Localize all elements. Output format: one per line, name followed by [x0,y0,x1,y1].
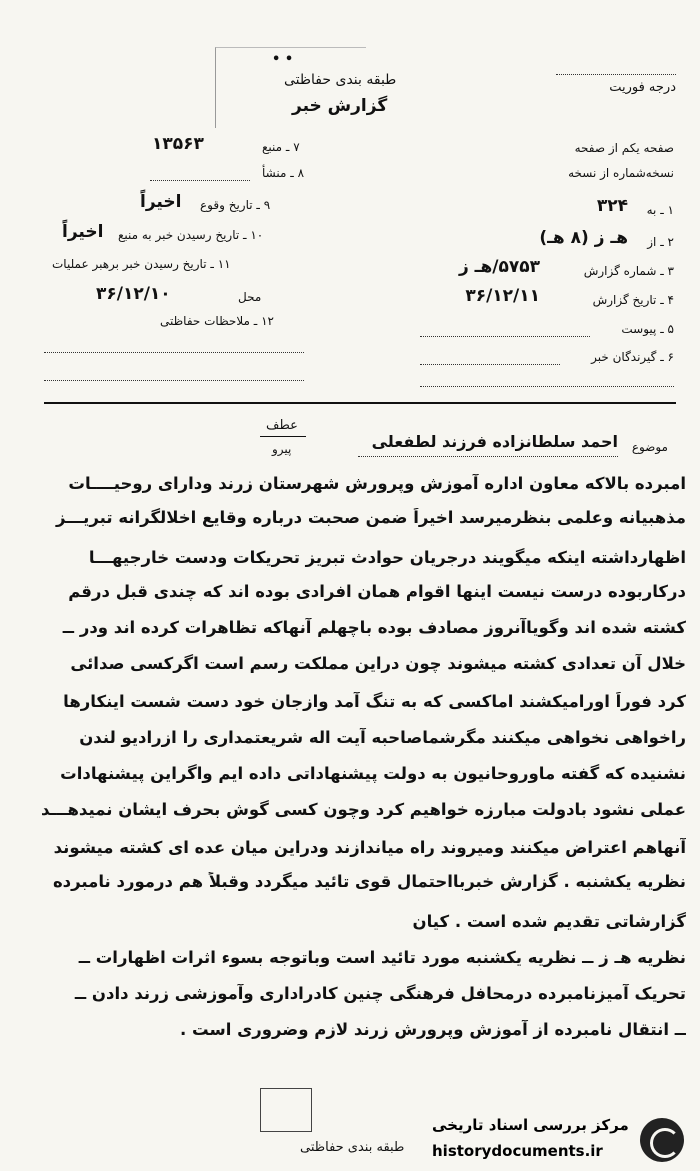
body-line: نظریه یکشنبه . گزارش خبربااحتمال قوی تائید میگردد وقبلاً هم درمورد نامبرده [52,872,686,891]
recipients-line-2 [420,386,674,387]
subject-line [358,456,618,457]
body-line: تحریک آمیزنامبرده درمحافل فرهنگی چنین کادراداری وآموزشی زرند دادن ــ [74,984,686,1003]
source-received-label: ۱۰ ـ تاریخ رسیدن خبر به منبع [118,228,264,242]
page-line: صفحه یکم از صفحه [574,141,674,155]
recipients-line [420,364,560,365]
body-line: امبرده بالاکه معاون اداره آموزش وپرورش شهرستان زرند وداراى روحیــــات [68,474,686,493]
document-title: گزارش خبر [292,96,388,116]
body-line: گزارشاتی تقدیم شده است . کیان [412,912,686,931]
occurrence-date-label: ۹ ـ تاریخ وقوع [200,198,271,212]
archive-logo-icon [640,1118,684,1162]
source-received-value: اخیراً [62,222,104,242]
occurrence-date-value: اخیراً [140,192,182,212]
security-notes-line-2 [44,380,304,381]
report-date-label: ۴ ـ تاریخ گزارش [592,293,674,307]
body-line: اظهارداشته اینکه میگویند درجریان حوادث تبریز تحریکات ودست خارجیهـــا [88,548,686,567]
origin-label: ۸ ـ منشأ [262,166,305,180]
body-line: خلال آن تعدادی کشته میشوند چون دراین مملکت رسم است اگرکسی صدائی [70,654,686,673]
to-label: ۱ ـ به [646,203,674,217]
attachment-label: ۵ ـ پیوست [621,322,674,336]
copy-line: نسخه‌شماره از نسخه [568,166,674,180]
security-class-header: طبقه بندی حفاظتی [284,72,397,88]
watermark-text: مرکز بررسی اسناد تاریخی [432,1116,629,1134]
from-value: هـ ز (۸ هـ) [539,228,628,248]
security-notes-line-1 [44,352,304,353]
watermark-url: historydocuments.ir [432,1142,603,1160]
source-label: ۷ ـ منبع [262,140,300,154]
subject-label: موضوع [631,440,668,454]
reference-atf: عطف [266,418,298,433]
report-number-value: ۵۷۵۳/هـ ز [458,257,540,277]
security-class-footer: طبقه بندی حفاظتی [300,1140,405,1155]
leader-received-label: ۱۱ ـ تاریخ رسیدن خبر برهبر عملیات [52,257,231,271]
recipients-label: ۶ ـ گیرندگان خبر [591,350,674,364]
security-notes-label: ۱۲ ـ ملاحظات حفاظتی [160,314,274,328]
body-line: درکاربوده درست نیست اینها اقوام همان افرادی بوده اند که چندی قبل درقم [68,582,686,601]
body-line: ــ انتقال نامبرده از آموزش وپرورش زرند لازم وضروری است . [180,1020,686,1039]
footer-stamp-box [260,1088,312,1132]
body-line: نشنیده که گفته ماوروحانیون به دولت پیشنهاداتی داده ایم واگراین پیشنهادات [60,764,686,783]
body-line: مذهبیانه وعلمی بنظرمیرسد اخیراً ضمن صحبت درباره وقایع اخلالگرانه تبریـــز [56,508,686,527]
body-line: کشته شده اند وگویاآنروز مصادف بوده باچهلم آنهاکه تظاهرات کرده اند ودر ــ [62,618,686,637]
origin-line [150,180,250,181]
body-line: آنهاهم اعتراض میکنند ومیروند راه میاندازند ودراین میان عده ای کشته میشوند [53,838,686,857]
header-separator [44,402,676,404]
reference-peyro: پیرو [272,442,292,456]
urgency-label: درجه فوریت [609,80,676,95]
leader-received-value: ۳۶/۱۲/۱۰ [96,284,171,304]
from-label: ۲ ـ از [647,235,674,249]
report-date-value: ۳۶/۱۲/۱۱ [465,286,540,306]
header-dots: • • [272,52,294,67]
to-value: ۳۲۴ [596,196,628,216]
body-line: نظریه هـ ز ــ نظریه یکشنبه مورد تائید است وباتوجه بسوء اثرات اظهارات ــ [78,948,686,967]
urgency-line [556,74,676,75]
body-line: راخواهی نخواهی میکنند مگرشماصاحبه آیت اله شریعتمداری را ازرادیو لندن [79,728,686,747]
reference-divider [260,436,306,437]
attachment-line [420,336,590,337]
source-value: ۱۳۵۶۳ [152,134,204,154]
body-line: عملی نشود بادولت مبارزه خواهیم کرد وچون کسی گوش بحرف ایشان نمیدهـــد [41,800,686,819]
body-line: کرد فوراً اورامیکشند اماکسی که به تنگ آمد وازجان خود دست شست اینکارها [63,692,686,711]
place-label: محل [238,290,262,304]
subject-value: احمد سلطانزاده فرزند لطفعلی [371,432,618,451]
report-number-label: ۳ ـ شماره گزارش [583,264,674,278]
